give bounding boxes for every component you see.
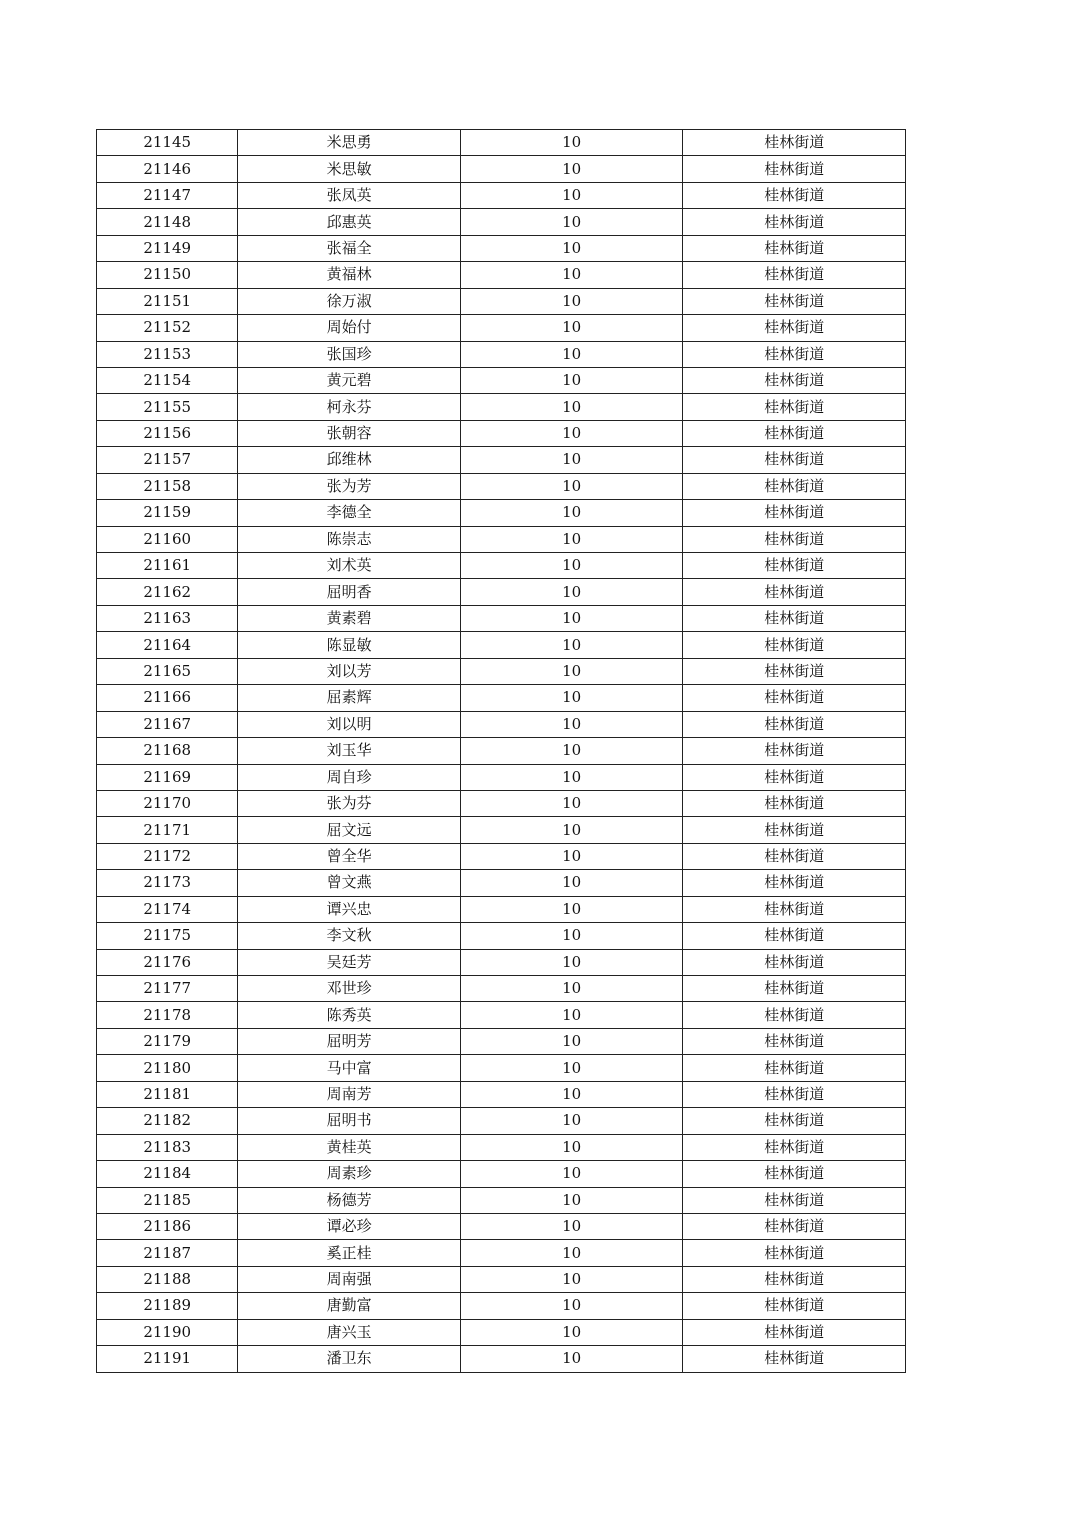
cell-id: 21189 [97, 1293, 238, 1319]
table-row [97, 843, 906, 869]
cell-id: 21188 [97, 1266, 238, 1292]
cell-name: 陈崇志 [238, 526, 461, 552]
table-row [97, 262, 906, 288]
cell-name: 米思勇 [238, 130, 461, 156]
cell-area: 桂林街道 [683, 658, 906, 684]
cell-amount: 10 [460, 288, 683, 314]
cell-area: 桂林街道 [683, 1187, 906, 1213]
cell-area: 桂林街道 [683, 1002, 906, 1028]
cell-amount: 10 [460, 1187, 683, 1213]
cell-amount: 10 [460, 1346, 683, 1372]
cell-amount: 10 [460, 473, 683, 499]
cell-id: 21172 [97, 843, 238, 869]
table-row [97, 500, 906, 526]
table-row [97, 949, 906, 975]
cell-amount: 10 [460, 1055, 683, 1081]
table-row [97, 1187, 906, 1213]
cell-amount: 10 [460, 1213, 683, 1239]
table-row [97, 738, 906, 764]
cell-id: 21182 [97, 1108, 238, 1134]
cell-id: 21191 [97, 1346, 238, 1372]
cell-amount: 10 [460, 526, 683, 552]
table-row [97, 1108, 906, 1134]
table-row [97, 1266, 906, 1292]
cell-name: 屈明书 [238, 1108, 461, 1134]
cell-name: 米思敏 [238, 156, 461, 182]
cell-id: 21168 [97, 738, 238, 764]
table-row [97, 658, 906, 684]
cell-name: 黄元碧 [238, 367, 461, 393]
cell-name: 柯永芬 [238, 394, 461, 420]
cell-area: 桂林街道 [683, 553, 906, 579]
cell-amount: 10 [460, 367, 683, 393]
cell-amount: 10 [460, 1240, 683, 1266]
cell-name: 屈文远 [238, 817, 461, 843]
cell-id: 21177 [97, 976, 238, 1002]
cell-area: 桂林街道 [683, 817, 906, 843]
cell-amount: 10 [460, 870, 683, 896]
cell-id: 21179 [97, 1028, 238, 1054]
cell-amount: 10 [460, 447, 683, 473]
cell-name: 谭必珍 [238, 1213, 461, 1239]
cell-area: 桂林街道 [683, 1081, 906, 1107]
cell-name: 唐勤富 [238, 1293, 461, 1319]
cell-id: 21159 [97, 500, 238, 526]
cell-name: 张国珍 [238, 341, 461, 367]
cell-area: 桂林街道 [683, 1134, 906, 1160]
cell-area: 桂林街道 [683, 1108, 906, 1134]
table-row [97, 553, 906, 579]
cell-name: 马中富 [238, 1055, 461, 1081]
cell-name: 邱惠英 [238, 209, 461, 235]
cell-area: 桂林街道 [683, 1055, 906, 1081]
cell-name: 刘玉华 [238, 738, 461, 764]
table-row [97, 1002, 906, 1028]
cell-area: 桂林街道 [683, 526, 906, 552]
cell-name: 刘以明 [238, 711, 461, 737]
cell-name: 李文秋 [238, 923, 461, 949]
cell-name: 陈显敏 [238, 632, 461, 658]
cell-name: 屈明香 [238, 579, 461, 605]
table-row [97, 1134, 906, 1160]
cell-area: 桂林街道 [683, 976, 906, 1002]
cell-area: 桂林街道 [683, 685, 906, 711]
cell-name: 杨德芳 [238, 1187, 461, 1213]
cell-id: 21181 [97, 1081, 238, 1107]
table-row [97, 632, 906, 658]
cell-name: 邱维林 [238, 447, 461, 473]
cell-amount: 10 [460, 553, 683, 579]
cell-id: 21167 [97, 711, 238, 737]
table-row [97, 447, 906, 473]
cell-id: 21174 [97, 896, 238, 922]
cell-area: 桂林街道 [683, 288, 906, 314]
cell-area: 桂林街道 [683, 579, 906, 605]
cell-area: 桂林街道 [683, 209, 906, 235]
cell-amount: 10 [460, 1108, 683, 1134]
cell-amount: 10 [460, 1161, 683, 1187]
cell-amount: 10 [460, 156, 683, 182]
cell-id: 21161 [97, 553, 238, 579]
cell-amount: 10 [460, 923, 683, 949]
cell-id: 21145 [97, 130, 238, 156]
table-row [97, 605, 906, 631]
cell-amount: 10 [460, 1134, 683, 1160]
cell-name: 张为芬 [238, 790, 461, 816]
table-row [97, 130, 906, 156]
cell-id: 21165 [97, 658, 238, 684]
cell-amount: 10 [460, 420, 683, 446]
cell-amount: 10 [460, 315, 683, 341]
cell-amount: 10 [460, 394, 683, 420]
cell-name: 黄素碧 [238, 605, 461, 631]
cell-id: 21154 [97, 367, 238, 393]
table-row [97, 1081, 906, 1107]
cell-area: 桂林街道 [683, 896, 906, 922]
cell-name: 唐兴玉 [238, 1319, 461, 1345]
cell-amount: 10 [460, 262, 683, 288]
table-row [97, 1161, 906, 1187]
table-row [97, 764, 906, 790]
table-row [97, 870, 906, 896]
cell-amount: 10 [460, 500, 683, 526]
cell-area: 桂林街道 [683, 341, 906, 367]
cell-name: 周南芳 [238, 1081, 461, 1107]
cell-area: 桂林街道 [683, 764, 906, 790]
table-row [97, 209, 906, 235]
cell-id: 21148 [97, 209, 238, 235]
cell-amount: 10 [460, 817, 683, 843]
cell-id: 21171 [97, 817, 238, 843]
cell-amount: 10 [460, 976, 683, 1002]
cell-area: 桂林街道 [683, 711, 906, 737]
cell-id: 21160 [97, 526, 238, 552]
cell-id: 21162 [97, 579, 238, 605]
table-row [97, 156, 906, 182]
cell-amount: 10 [460, 738, 683, 764]
cell-amount: 10 [460, 235, 683, 261]
cell-amount: 10 [460, 896, 683, 922]
cell-area: 桂林街道 [683, 1161, 906, 1187]
cell-name: 张凤英 [238, 182, 461, 208]
cell-id: 21157 [97, 447, 238, 473]
cell-area: 桂林街道 [683, 315, 906, 341]
cell-amount: 10 [460, 1002, 683, 1028]
cell-name: 屈明芳 [238, 1028, 461, 1054]
cell-id: 21158 [97, 473, 238, 499]
cell-area: 桂林街道 [683, 1028, 906, 1054]
cell-id: 21166 [97, 685, 238, 711]
cell-amount: 10 [460, 685, 683, 711]
cell-id: 21184 [97, 1161, 238, 1187]
cell-id: 21147 [97, 182, 238, 208]
cell-id: 21186 [97, 1213, 238, 1239]
cell-area: 桂林街道 [683, 130, 906, 156]
cell-name: 邓世珍 [238, 976, 461, 1002]
cell-amount: 10 [460, 658, 683, 684]
table-row [97, 1055, 906, 1081]
cell-name: 周素珍 [238, 1161, 461, 1187]
table-row [97, 182, 906, 208]
cell-name: 周始付 [238, 315, 461, 341]
cell-area: 桂林街道 [683, 420, 906, 446]
cell-area: 桂林街道 [683, 632, 906, 658]
cell-amount: 10 [460, 341, 683, 367]
cell-id: 21146 [97, 156, 238, 182]
cell-id: 21163 [97, 605, 238, 631]
cell-area: 桂林街道 [683, 1293, 906, 1319]
cell-name: 谭兴忠 [238, 896, 461, 922]
cell-id: 21178 [97, 1002, 238, 1028]
table-row [97, 923, 906, 949]
cell-name: 张为芳 [238, 473, 461, 499]
table-row [97, 394, 906, 420]
cell-amount: 10 [460, 764, 683, 790]
cell-area: 桂林街道 [683, 500, 906, 526]
cell-amount: 10 [460, 182, 683, 208]
cell-area: 桂林街道 [683, 182, 906, 208]
table-row [97, 1028, 906, 1054]
cell-area: 桂林街道 [683, 790, 906, 816]
table-row [97, 976, 906, 1002]
table-row [97, 817, 906, 843]
cell-id: 21150 [97, 262, 238, 288]
cell-id: 21190 [97, 1319, 238, 1345]
cell-id: 21151 [97, 288, 238, 314]
cell-area: 桂林街道 [683, 949, 906, 975]
cell-name: 徐万淑 [238, 288, 461, 314]
cell-id: 21173 [97, 870, 238, 896]
cell-amount: 10 [460, 843, 683, 869]
cell-name: 李德全 [238, 500, 461, 526]
cell-name: 黄福林 [238, 262, 461, 288]
table-row [97, 288, 906, 314]
cell-id: 21155 [97, 394, 238, 420]
table-row [97, 235, 906, 261]
cell-id: 21183 [97, 1134, 238, 1160]
cell-area: 桂林街道 [683, 156, 906, 182]
cell-name: 周自珍 [238, 764, 461, 790]
cell-name: 周南强 [238, 1266, 461, 1292]
table-body [97, 130, 906, 1373]
cell-id: 21185 [97, 1187, 238, 1213]
cell-area: 桂林街道 [683, 1319, 906, 1345]
cell-amount: 10 [460, 711, 683, 737]
cell-name: 曾文燕 [238, 870, 461, 896]
cell-area: 桂林街道 [683, 1240, 906, 1266]
cell-name: 吴廷芳 [238, 949, 461, 975]
cell-amount: 10 [460, 209, 683, 235]
table-row [97, 1240, 906, 1266]
cell-name: 屈素辉 [238, 685, 461, 711]
cell-amount: 10 [460, 1293, 683, 1319]
cell-name: 张福全 [238, 235, 461, 261]
cell-id: 21175 [97, 923, 238, 949]
cell-area: 桂林街道 [683, 923, 906, 949]
cell-name: 张朝容 [238, 420, 461, 446]
cell-area: 桂林街道 [683, 843, 906, 869]
cell-amount: 10 [460, 1081, 683, 1107]
table-row [97, 315, 906, 341]
table-row [97, 685, 906, 711]
table-row [97, 711, 906, 737]
cell-id: 21149 [97, 235, 238, 261]
cell-id: 21180 [97, 1055, 238, 1081]
cell-id: 21164 [97, 632, 238, 658]
cell-name: 曾全华 [238, 843, 461, 869]
cell-id: 21152 [97, 315, 238, 341]
cell-area: 桂林街道 [683, 605, 906, 631]
table-row [97, 790, 906, 816]
cell-amount: 10 [460, 605, 683, 631]
table-row [97, 579, 906, 605]
table-row [97, 1346, 906, 1372]
cell-amount: 10 [460, 1266, 683, 1292]
data-table [96, 129, 906, 1373]
cell-amount: 10 [460, 632, 683, 658]
cell-name: 刘以芳 [238, 658, 461, 684]
table-row [97, 1319, 906, 1345]
cell-area: 桂林街道 [683, 870, 906, 896]
cell-name: 陈秀英 [238, 1002, 461, 1028]
cell-area: 桂林街道 [683, 1213, 906, 1239]
table-row [97, 896, 906, 922]
cell-area: 桂林街道 [683, 262, 906, 288]
cell-id: 21169 [97, 764, 238, 790]
cell-id: 21170 [97, 790, 238, 816]
cell-area: 桂林街道 [683, 367, 906, 393]
cell-amount: 10 [460, 579, 683, 605]
cell-area: 桂林街道 [683, 394, 906, 420]
table-row [97, 367, 906, 393]
table-row [97, 473, 906, 499]
cell-name: 奚正桂 [238, 1240, 461, 1266]
cell-amount: 10 [460, 130, 683, 156]
cell-amount: 10 [460, 949, 683, 975]
cell-id: 21156 [97, 420, 238, 446]
cell-amount: 10 [460, 790, 683, 816]
cell-area: 桂林街道 [683, 235, 906, 261]
table-row [97, 1293, 906, 1319]
cell-area: 桂林街道 [683, 447, 906, 473]
cell-area: 桂林街道 [683, 1346, 906, 1372]
cell-id: 21187 [97, 1240, 238, 1266]
cell-area: 桂林街道 [683, 1266, 906, 1292]
cell-id: 21176 [97, 949, 238, 975]
table-row [97, 526, 906, 552]
table-row [97, 341, 906, 367]
cell-area: 桂林街道 [683, 473, 906, 499]
cell-amount: 10 [460, 1028, 683, 1054]
cell-area: 桂林街道 [683, 738, 906, 764]
table-row [97, 1213, 906, 1239]
cell-id: 21153 [97, 341, 238, 367]
cell-name: 黄桂英 [238, 1134, 461, 1160]
cell-name: 刘术英 [238, 553, 461, 579]
cell-name: 潘卫东 [238, 1346, 461, 1372]
cell-amount: 10 [460, 1319, 683, 1345]
table-row [97, 420, 906, 446]
